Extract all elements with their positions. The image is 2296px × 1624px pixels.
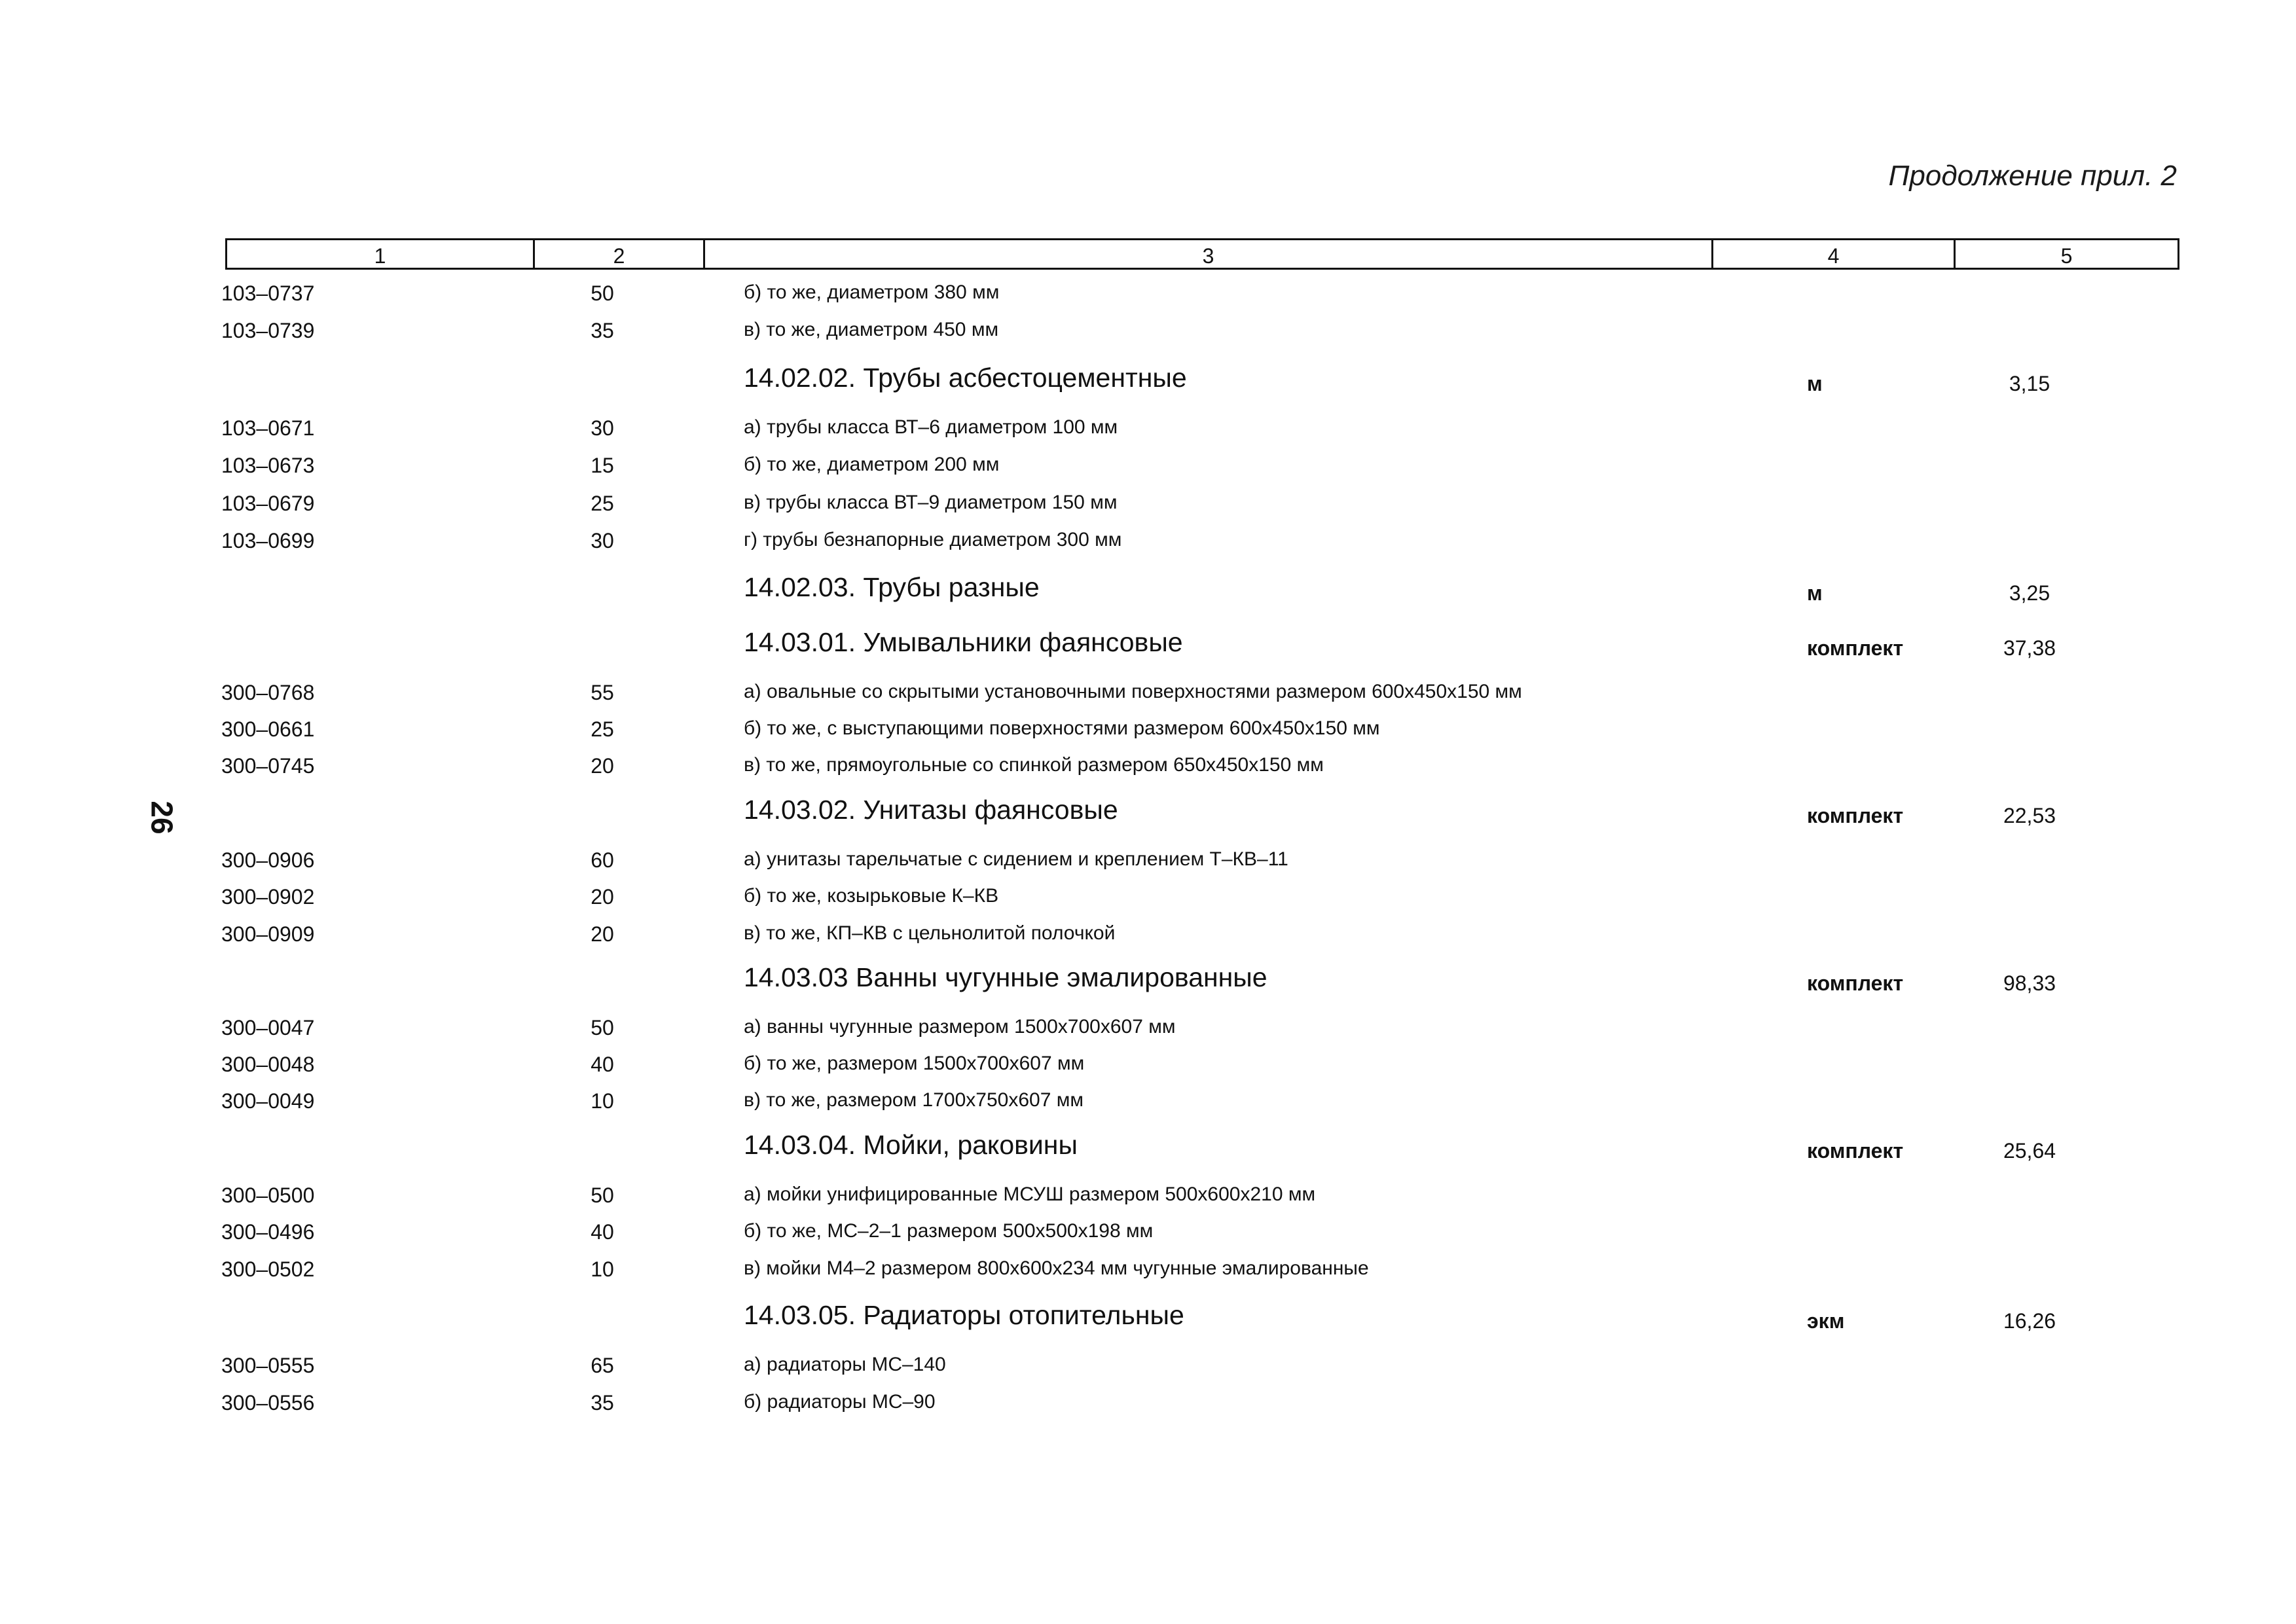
row-unit: м [1807,581,1823,605]
continuation-title: Продолжение прил. 2 [1888,160,2177,192]
row-unit: комплект [1807,804,1904,827]
table-row [0,1089,2296,1126]
row-share: 50 [591,1016,614,1039]
row-code: 300–0556 [221,1391,315,1415]
table-row [0,454,2296,490]
row-description: а) ванны чугунные размером 1500х700х607 мм [744,1016,1176,1038]
row-share: 40 [591,1053,614,1076]
row-share: 60 [591,848,614,872]
row-code: 103–0739 [221,319,315,342]
row-value: 98,33 [2003,971,2056,995]
row-share: 50 [591,281,614,305]
row-description: б) то же, диаметром 380 мм [744,281,1000,303]
row-share: 10 [591,1089,614,1113]
row-value: 3,15 [2009,372,2050,395]
column-header-5: 5 [2060,244,2073,268]
table-row [0,1183,2296,1220]
table-row [0,754,2296,791]
row-code: 300–0500 [221,1183,315,1207]
row-description: 14.03.03 Ванны чугунные эмалированные [744,962,1267,992]
row-description: а) радиаторы МС–140 [744,1354,946,1375]
row-description: а) мойки унифицированные МСУШ размером 500х600х210 мм [744,1183,1316,1205]
row-description: а) овальные со скрытыми установочными поверхностями размером 600х450х150 мм [744,681,1522,702]
table-row [0,1016,2296,1053]
row-code: 300–0906 [221,848,315,872]
table-row [0,529,2296,566]
row-unit: комплект [1807,1139,1904,1163]
row-code: 103–0679 [221,492,315,515]
table-row [0,922,2296,959]
section-row [0,627,2296,669]
table-row [0,492,2296,528]
table-row [0,1391,2296,1428]
row-description: б) то же, размером 1500х700х607 мм [744,1053,1085,1074]
row-description: 14.02.03. Трубы разные [744,572,1040,602]
table-row [0,885,2296,922]
row-description: в) то же, КП–КВ с цельнолитой полочкой [744,922,1116,944]
row-description: а) унитазы тарельчатые с сидением и креплением Т–КВ–11 [744,848,1288,870]
row-description: б) то же, с выступающими поверхностями размером 600х450х150 мм [744,717,1380,739]
row-description: г) трубы безнапорные диаметром 300 мм [744,529,1122,550]
section-row [0,962,2296,1004]
row-description: в) мойки М4–2 размером 800х600х234 мм чугунные эмалированные [744,1257,1369,1279]
column-header-1: 1 [227,240,535,268]
table-row [0,848,2296,885]
row-code: 103–0673 [221,454,315,477]
row-code: 103–0699 [221,529,315,552]
section-row [0,795,2296,837]
row-description: б) то же, козырьковые К–КВ [744,885,999,907]
row-description: б) то же, диаметром 200 мм [744,454,1000,475]
table-row [0,281,2296,318]
table-row [0,717,2296,754]
row-value: 25,64 [2003,1139,2056,1163]
table-row [0,1257,2296,1294]
row-description: в) то же, прямоугольные со спинкой размером 650х450х150 мм [744,754,1324,776]
row-share: 20 [591,885,614,909]
row-unit: комплект [1807,971,1904,995]
page-number: 26 [145,801,179,835]
row-code: 300–0909 [221,922,315,946]
row-value: 16,26 [2003,1309,2056,1333]
row-share: 35 [591,319,614,342]
column-header-2: 2 [535,240,705,268]
row-code: 300–0047 [221,1016,315,1039]
row-share: 25 [591,717,614,741]
row-description: в) трубы класса ВТ–9 диаметром 150 мм [744,492,1118,513]
row-code: 300–0555 [221,1354,315,1377]
row-code: 300–0048 [221,1053,315,1076]
table-row [0,1220,2296,1257]
row-code: 103–0737 [221,281,315,305]
row-code: 300–0502 [221,1257,315,1281]
section-row [0,1130,2296,1172]
column-header-3: 3 [705,240,1713,268]
row-description: б) радиаторы МС–90 [744,1391,936,1413]
section-row [0,363,2296,405]
row-description: в) то же, размером 1700х750х607 мм [744,1089,1084,1111]
row-value: 3,25 [2009,581,2050,605]
row-description: 14.03.01. Умывальники фаянсовые [744,627,1183,657]
row-share: 40 [591,1220,614,1244]
table-row [0,681,2296,717]
row-share: 65 [591,1354,614,1377]
row-code: 300–0902 [221,885,315,909]
row-share: 20 [591,754,614,778]
table-row [0,1354,2296,1390]
row-description: 14.02.02. Трубы асбестоцементные [744,363,1187,393]
row-code: 300–0661 [221,717,315,741]
column-header-4: 4 [1713,240,1956,268]
section-row [0,1300,2296,1342]
row-share: 30 [591,416,614,440]
section-row [0,572,2296,614]
row-value: 22,53 [2003,804,2056,827]
row-share: 55 [591,681,614,704]
table-row [0,416,2296,453]
row-share: 25 [591,492,614,515]
row-share: 20 [591,922,614,946]
row-share: 15 [591,454,614,477]
row-code: 300–0768 [221,681,315,704]
row-description: 14.03.05. Радиаторы отопительные [744,1300,1184,1330]
row-share: 50 [591,1183,614,1207]
row-code: 300–0049 [221,1089,315,1113]
table-row [0,319,2296,355]
row-description: б) то же, МС–2–1 размером 500х500х198 мм [744,1220,1154,1242]
row-unit: экм [1807,1309,1845,1333]
row-code: 103–0671 [221,416,315,440]
row-code: 300–0745 [221,754,315,778]
row-unit: комплект [1807,636,1904,660]
row-share: 35 [591,1391,614,1415]
table-row [0,1053,2296,1089]
row-description: 14.03.04. Мойки, раковины [744,1130,1078,1160]
row-description: 14.03.02. Унитазы фаянсовые [744,795,1118,825]
row-share: 10 [591,1257,614,1281]
row-unit: м [1807,372,1823,395]
row-code: 300–0496 [221,1220,315,1244]
row-description: а) трубы класса ВТ–6 диаметром 100 мм [744,416,1118,438]
row-share: 30 [591,529,614,552]
row-description: в) то же, диаметром 450 мм [744,319,999,340]
row-value: 37,38 [2003,636,2056,660]
